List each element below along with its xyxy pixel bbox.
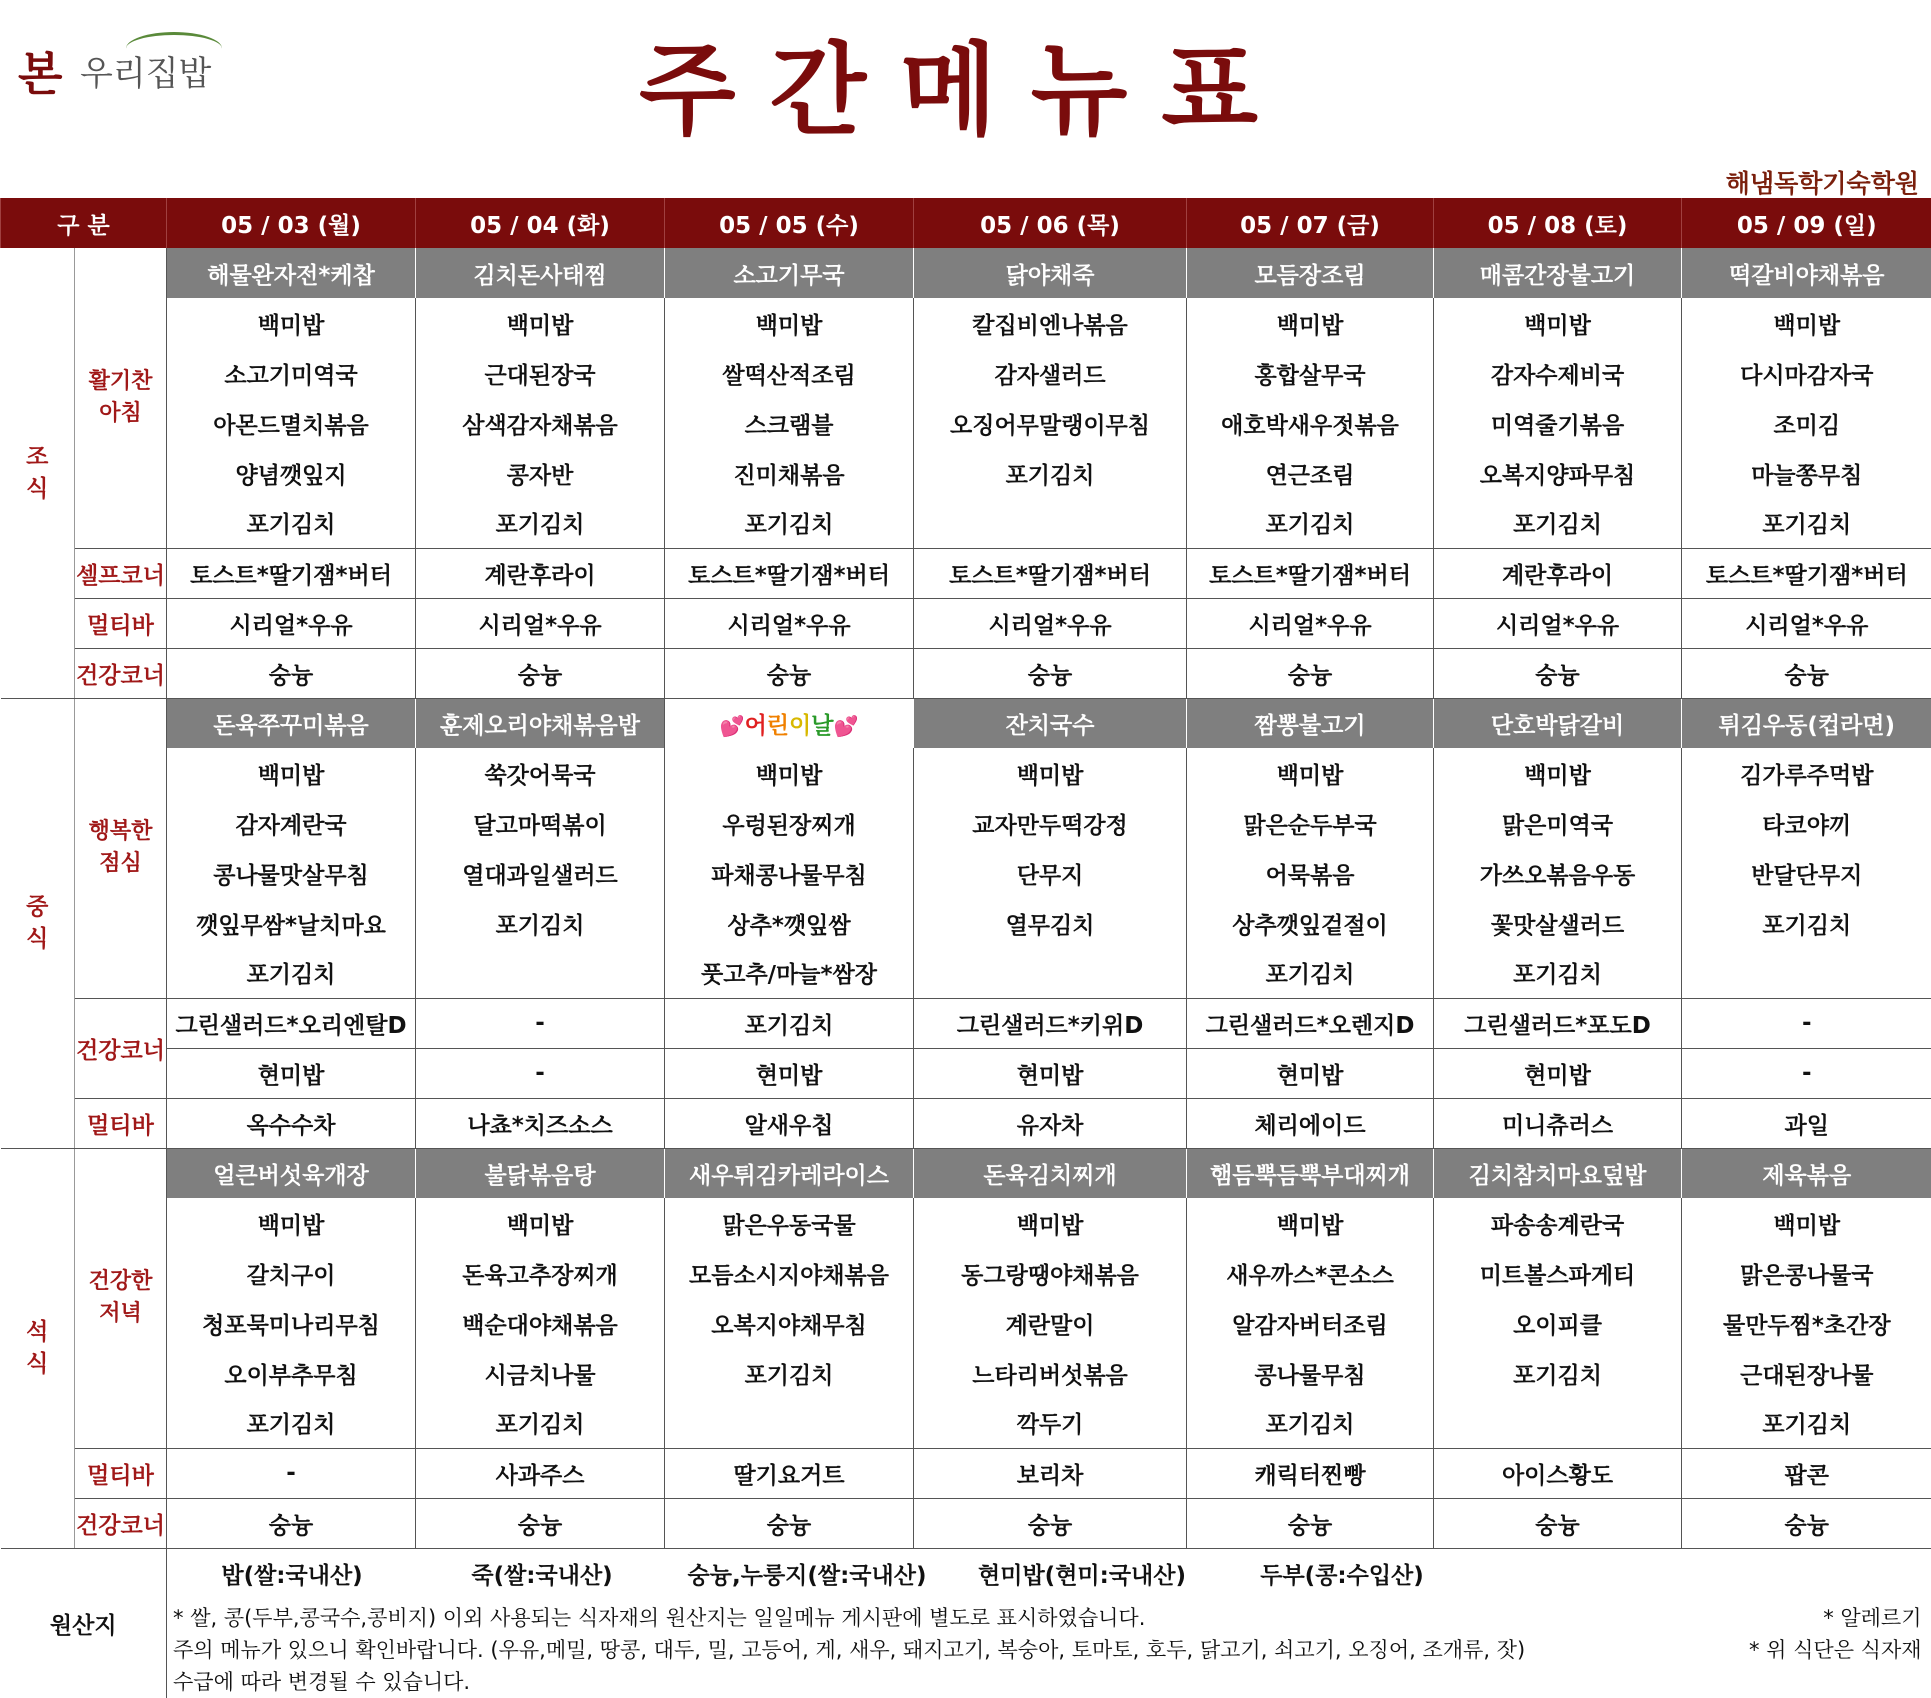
lunch-side-dish: 상추*깻잎쌈 [665,898,914,948]
breakfast-main-dish: 모듬장조림 [1187,248,1434,298]
lunch-side-dish [416,948,665,998]
lunch-multi-label: 멀티바 [75,1098,167,1148]
dinner-side-dish: 백순대야채볶음 [416,1298,665,1348]
breakfast-side-row [1,298,1931,348]
breakfast-self-item: 토스트*딸기잼*버터 [1187,548,1434,598]
lunch-health-item: 현미밥 [167,1048,416,1098]
dinner-health-item: 숭늉 [1434,1498,1682,1548]
dinner-side-dish: 맑은우동국물 [665,1198,914,1248]
day-header: 05 / 06 (목) [914,198,1187,248]
dinner-health-row [1,1498,1931,1548]
lunch-side-dish: 맑은순두부국 [1187,798,1434,848]
header-row [1,198,1931,248]
breakfast-side-dish: 미역줄기볶음 [1434,398,1682,448]
breakfast-multi-item: 시리얼*우유 [1434,598,1682,648]
breakfast-multi-item: 시리얼*우유 [665,598,914,648]
breakfast-side-dish: 연근조림 [1187,448,1434,498]
lunch-side-dish: 포기김치 [1434,948,1682,998]
dinner-side-dish: 동그랑땡야채볶음 [914,1248,1187,1298]
breakfast-side-dish: 포기김치 [1682,498,1931,548]
breakfast-side-dish: 근대된장국 [416,348,665,398]
lunch-side-row [1,798,1931,848]
breakfast-side-dish [914,498,1187,548]
dinner-health-label: 건강코너 [75,1498,167,1548]
dinner-multi-item: 사과주스 [416,1448,665,1498]
breakfast-side-dish: 백미밥 [1434,298,1682,348]
lunch-side-dish: 깻잎무쌈*날치마요 [167,898,416,948]
dinner-side-dish: 계란말이 [914,1298,1187,1348]
dinner-health-item: 숭늉 [1187,1498,1434,1548]
dinner-side-dish: 백미밥 [1682,1198,1931,1248]
breakfast-side-dish: 양념깻잎지 [167,448,416,498]
lunch-health-item: 현미밥 [1187,1048,1434,1098]
lunch-multi-item: 알새우칩 [665,1098,914,1148]
breakfast-side-dish: 포기김치 [1187,498,1434,548]
category-header: 구 분 [1,198,167,248]
lunch-side-dish [914,948,1187,998]
logo-main-text: 본 [18,38,62,104]
breakfast-side-dish: 백미밥 [416,298,665,348]
childrens-day-char: 날 [811,713,833,739]
lunch-main-dish: 튀김우동(컵라면) [1682,698,1931,748]
lunch-side-dish: 포기김치 [167,948,416,998]
breakfast-multi-item: 시리얼*우유 [167,598,416,648]
breakfast-side-dish: 감자샐러드 [914,348,1187,398]
breakfast-side-dish: 아몬드멸치볶음 [167,398,416,448]
lunch-side-dish: 맑은미역국 [1434,798,1682,848]
dinner-side-dish: 청포묵미나리무침 [167,1298,416,1348]
school-name: 해냄독학기숙학원 [1726,164,1919,200]
dinner-side-row [1,1398,1931,1448]
dinner-multi-item: 팝콘 [1682,1448,1931,1498]
dinner-side-row [1,1198,1931,1248]
lunch-multi-item: 나쵸*치즈소스 [416,1098,665,1148]
lunch-health-item: 그린샐러드*오리엔탈D [167,998,416,1048]
breakfast-side-dish: 포기김치 [167,498,416,548]
dinner-side-row [1,1298,1931,1348]
lunch-health-item: 현미밥 [1434,1048,1682,1098]
breakfast-side-dish: 칼집비엔나볶음 [914,298,1187,348]
dinner-side-dish: 느타리버섯볶음 [914,1348,1187,1398]
lunch-multi-item: 체리에이드 [1187,1098,1434,1148]
lunch-side-dish: 풋고추/마늘*쌈장 [665,948,914,998]
lunch-main-dish: 돈육쭈꾸미볶음 [167,698,416,748]
breakfast-side-dish: 삼색감자채볶음 [416,398,665,448]
lunch-side-dish: 포기김치 [1187,948,1434,998]
dinner-side-dish: 포기김치 [665,1348,914,1398]
dinner-health-item: 숭늉 [416,1498,665,1548]
lunch-side-dish: 감자계란국 [167,798,416,848]
dinner-side-dish: 백미밥 [416,1198,665,1248]
dinner-health-item: 숭늉 [1682,1498,1931,1548]
breakfast-side-dish: 콩자반 [416,448,665,498]
lunch-side-dish: 열무김치 [914,898,1187,948]
dinner-side-dish [1434,1398,1682,1448]
breakfast-multi-label: 멀티바 [75,598,167,648]
childrens-day-char: 이 [789,713,811,739]
lunch-health-item: - [416,998,665,1048]
dinner-side-dish: 오이피클 [1434,1298,1682,1348]
dinner-side-dish: 오복지야채무침 [665,1298,914,1348]
dinner-main-dish: 제육볶음 [1682,1148,1931,1198]
breakfast-side-dish: 백미밥 [1187,298,1434,348]
lunch-side-dish: 포기김치 [1682,898,1931,948]
breakfast-side-dish: 다시마감자국 [1682,348,1931,398]
childrens-day-char: 어 [745,713,767,739]
dinner-main-dish: 얼큰버섯육개장 [167,1148,416,1198]
dinner-side-dish: 모듬소시지야채볶음 [665,1248,914,1298]
breakfast-main-dish: 매콤간장불고기 [1434,248,1682,298]
breakfast-self-item: 계란후라이 [416,548,665,598]
breakfast-health-item: 숭늉 [416,648,665,698]
day-header: 05 / 05 (수) [665,198,914,248]
lunch-health-item: 그린샐러드*키위D [914,998,1187,1048]
breakfast-self-row [1,548,1931,598]
breakfast-side-dish: 오복지양파무침 [1434,448,1682,498]
origin-item: 숭늉,누룽지(쌀:국내산) [667,1557,947,1590]
lunch-side-dish: 타코야끼 [1682,798,1931,848]
dinner-side-dish: 새우까스*콘소스 [1187,1248,1434,1298]
lunch-side-dish: 백미밥 [665,748,914,798]
breakfast-side-dish: 백미밥 [167,298,416,348]
dinner-multi-item: 보리차 [914,1448,1187,1498]
lunch-side-dish: 김가루주먹밥 [1682,748,1931,798]
dinner-side-dish: 포기김치 [167,1398,416,1448]
dinner-multi-row [1,1448,1931,1498]
breakfast-health-item: 숭늉 [1187,648,1434,698]
dinner-side-dish: 물만두찜*초간장 [1682,1298,1931,1348]
dinner-health-item: 숭늉 [665,1498,914,1548]
lunch-side-dish: 교자만두떡강정 [914,798,1187,848]
dinner-side-dish: 알감자버터조림 [1187,1298,1434,1348]
lunch-multi-item: 유자차 [914,1098,1187,1148]
breakfast-side-dish: 스크램블 [665,398,914,448]
breakfast-side-dish: 백미밥 [665,298,914,348]
dinner-multi-item: 캐릭터찐빵 [1187,1448,1434,1498]
lunch-side-dish: 쑥갓어묵국 [416,748,665,798]
breakfast-self-item: 토스트*딸기잼*버터 [1682,548,1931,598]
dinner-side-dish: 백미밥 [914,1198,1187,1248]
day-header: 05 / 07 (금) [1187,198,1434,248]
breakfast-multi-item: 시리얼*우유 [416,598,665,648]
origin-items [167,1548,1931,1598]
dinner-side-dish: 돈육고추장찌개 [416,1248,665,1298]
lunch-side-dish: 단무지 [914,848,1187,898]
breakfast-main-label: 활기찬 아침 [75,248,167,548]
breakfast-side-row [1,498,1931,548]
allergy-label: * 알레르기 [1823,1602,1921,1634]
dinner-side-row [1,1348,1931,1398]
day-header: 05 / 09 (일) [1682,198,1931,248]
lunch-side-dish: 백미밥 [914,748,1187,798]
breakfast-health-item: 숭늉 [167,648,416,698]
dinner-health-item: 숭늉 [914,1498,1187,1548]
lunch-side-dish: 어묵볶음 [1187,848,1434,898]
dinner-main-dish: 김치참치마요덮밥 [1434,1148,1682,1198]
lunch-main-row [1,698,1931,748]
origin-label: 원산지 [1,1548,167,1698]
origin-items-row [1,1548,1931,1598]
dinner-side-dish: 백미밥 [1187,1198,1434,1248]
breakfast-multi-item: 시리얼*우유 [1682,598,1931,648]
breakfast-side-dish: 포기김치 [416,498,665,548]
breakfast-side-row [1,348,1931,398]
breakfast-multi-row [1,598,1931,648]
dinner-side-dish: 포기김치 [416,1398,665,1448]
breakfast-main-row [1,248,1931,298]
lunch-side-row [1,848,1931,898]
lunch-health-item: - [416,1048,665,1098]
lunch-health-label: 건강코너 [75,998,167,1098]
lunch-side-dish: 포기김치 [416,898,665,948]
lunch-side-dish [1682,948,1931,998]
lunch-health-item: 현미밥 [914,1048,1187,1098]
dinner-side-dish [665,1398,914,1448]
breakfast-main-dish: 소고기무국 [665,248,914,298]
lunch-side-dish: 꽃맛살샐러드 [1434,898,1682,948]
dinner-main-dish: 돈육김치찌개 [914,1148,1187,1198]
lunch-main-dish: 짬뽕불고기 [1187,698,1434,748]
lunch-side-dish: 상추깻잎겉절이 [1187,898,1434,948]
breakfast-side-row [1,398,1931,448]
breakfast-side-dish: 포기김치 [1434,498,1682,548]
origin-notes-row [1,1598,1931,1698]
dinner-side-dish: 시금치나물 [416,1348,665,1398]
breakfast-side-dish: 조미김 [1682,398,1931,448]
lunch-main-dish: 단호박닭갈비 [1434,698,1682,748]
lunch-side-dish: 우렁된장찌개 [665,798,914,848]
breakfast-health-item: 숭늉 [665,648,914,698]
lunch-health-row [1,998,1931,1048]
lunch-main-dish: 잔치국수 [914,698,1187,748]
breakfast-main-dish: 닭야채죽 [914,248,1187,298]
breakfast-meal-label: 조 식 [1,248,75,698]
dinner-side-row [1,1248,1931,1298]
breakfast-health-item: 숭늉 [1434,648,1682,698]
breakfast-self-item: 토스트*딸기잼*버터 [167,548,416,598]
dinner-health-item: 숭늉 [167,1498,416,1548]
lunch-multi-item: 과일 [1682,1098,1931,1148]
lunch-main-dish: 훈제오리야채볶음밥 [416,698,665,748]
lunch-main-dish [665,698,914,748]
breakfast-main-dish: 해물완자전*케찹 [167,248,416,298]
logo-sub-text: 우리집밥 [80,46,211,95]
lunch-health-item: - [1682,998,1931,1048]
lunch-side-row [1,948,1931,998]
breakfast-health-row [1,648,1931,698]
breakfast-side-dish: 마늘쫑무침 [1682,448,1931,498]
lunch-side-dish: 반달단무지 [1682,848,1931,898]
lunch-side-dish: 백미밥 [167,748,416,798]
page-title: 주간메뉴표 [0,10,1931,154]
weekly-menu-table [0,198,1931,1698]
heart-icon: 💕 [720,714,745,738]
breakfast-health-label: 건강코너 [75,648,167,698]
dinner-side-dish: 포기김치 [1682,1398,1931,1448]
lunch-multi-item: 미니츄러스 [1434,1098,1682,1148]
breakfast-self-label: 셀프코너 [75,548,167,598]
origin-item: 죽(쌀:국내산) [417,1557,667,1590]
change-note: 수급에 따라 변경될 수 있습니다. [173,1666,470,1698]
lunch-health-item: 그린샐러드*오렌지D [1187,998,1434,1048]
dinner-main-dish: 햄듬뿍듬뿍부대찌개 [1187,1148,1434,1198]
dinner-side-dish: 깍두기 [914,1398,1187,1448]
breakfast-main-dish: 김치돈사태찜 [416,248,665,298]
dinner-side-dish: 근대된장나물 [1682,1348,1931,1398]
lunch-health-item: 포기김치 [665,998,914,1048]
day-header: 05 / 03 (월) [167,198,416,248]
lunch-health-row [1,1048,1931,1098]
breakfast-side-dish: 백미밥 [1682,298,1931,348]
dinner-multi-item: - [167,1448,416,1498]
breakfast-side-dish: 진미채볶음 [665,448,914,498]
lunch-side-dish: 달고마떡볶이 [416,798,665,848]
dinner-side-dish: 맑은콩나물국 [1682,1248,1931,1298]
breakfast-main-dish: 떡갈비야채볶음 [1682,248,1931,298]
origin-note: * 쌀, 콩(두부,콩국수,콩비지) 이외 사용되는 식자재의 원산지는 일일메뉴 게시판에 별도로 표시하였습니다. [173,1602,1145,1634]
lunch-side-dish: 열대과일샐러드 [416,848,665,898]
dinner-side-dish: 오이부추무침 [167,1348,416,1398]
dinner-main-label: 건강한 저녁 [75,1148,167,1448]
lunch-multi-item: 옥수수차 [167,1098,416,1148]
lunch-side-row [1,748,1931,798]
breakfast-side-dish: 홍합살무국 [1187,348,1434,398]
lunch-meal-label: 중 식 [1,698,75,1148]
childrens-day-char: 린 [767,713,789,739]
dinner-main-dish: 새우튀김카레라이스 [665,1148,914,1198]
lunch-health-item: 현미밥 [665,1048,914,1098]
dinner-side-dish: 콩나물무침 [1187,1348,1434,1398]
allergy-note: 주의 메뉴가 있으니 확인바랍니다. (우유,메밀, 땅콩, 대두, 밀, 고등어, 게, 새우, 돼지고기, 복숭아, 토마토, 호두, 닭고기, 쇠고기, 오징어, 조개류, 잣) [173,1634,1525,1666]
lunch-health-item: - [1682,1048,1931,1098]
dinner-main-row [1,1148,1931,1198]
menu-disclaimer: * 위 식단은 식자재 [1749,1634,1922,1666]
breakfast-health-item: 숭늉 [1682,648,1931,698]
breakfast-side-dish: 포기김치 [665,498,914,548]
breakfast-side-dish: 쌀떡산적조림 [665,348,914,398]
day-header: 05 / 08 (토) [1434,198,1682,248]
dinner-side-dish: 포기김치 [1434,1348,1682,1398]
dinner-multi-item: 딸기요거트 [665,1448,914,1498]
breakfast-side-dish: 포기김치 [914,448,1187,498]
lunch-side-dish: 파채콩나물무침 [665,848,914,898]
origin-item: 밥(쌀:국내산) [167,1557,417,1590]
dinner-side-dish: 백미밥 [167,1198,416,1248]
breakfast-side-dish: 소고기미역국 [167,348,416,398]
lunch-side-dish: 콩나물맛살무침 [167,848,416,898]
dinner-side-dish: 미트볼스파게티 [1434,1248,1682,1298]
lunch-side-dish: 백미밥 [1187,748,1434,798]
dinner-main-dish: 불닭볶음탕 [416,1148,665,1198]
lunch-side-dish: 가쓰오볶음우동 [1434,848,1682,898]
dinner-side-dish: 포기김치 [1187,1398,1434,1448]
day-header: 05 / 04 (화) [416,198,665,248]
origin-item: 현미밥(현미:국내산) [947,1557,1217,1590]
lunch-side-row [1,898,1931,948]
dinner-side-dish: 갈치구이 [167,1248,416,1298]
breakfast-side-row [1,448,1931,498]
breakfast-self-item: 토스트*딸기잼*버터 [665,548,914,598]
breakfast-multi-item: 시리얼*우유 [914,598,1187,648]
lunch-health-item: 그린샐러드*포도D [1434,998,1682,1048]
breakfast-multi-item: 시리얼*우유 [1187,598,1434,648]
dinner-multi-label: 멀티바 [75,1448,167,1498]
breakfast-side-dish: 감자수제비국 [1434,348,1682,398]
dinner-multi-item: 아이스황도 [1434,1448,1682,1498]
dinner-meal-label: 석 식 [1,1148,75,1548]
dinner-side-dish: 파송송계란국 [1434,1198,1682,1248]
lunch-side-dish: 백미밥 [1434,748,1682,798]
lunch-main-label: 행복한 점심 [75,698,167,998]
breakfast-self-item: 토스트*딸기잼*버터 [914,548,1187,598]
heart-icon: 💕 [833,714,858,738]
origin-item: 두부(콩:수입산) [1217,1557,1467,1590]
origin-notes [167,1598,1931,1698]
breakfast-side-dish: 애호박새우젓볶음 [1187,398,1434,448]
breakfast-side-dish: 오징어무말랭이무침 [914,398,1187,448]
breakfast-health-item: 숭늉 [914,648,1187,698]
breakfast-self-item: 계란후라이 [1434,548,1682,598]
lunch-multi-row [1,1098,1931,1148]
